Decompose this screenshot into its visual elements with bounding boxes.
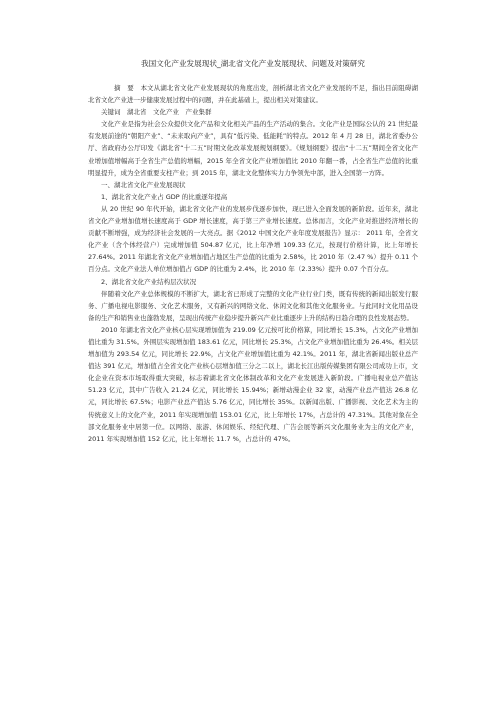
paragraph-structure: 伴随着文化产业总体规模的不断扩大，湖北省已形成了完整的文化产业行业门类，既有传统的新闻出版发行服务、广播电视电影服务、文化艺术服务，又有新兴的网络文化、休闲文化和其他文化服务业。与此同时文化用品设备的生产和销售业也蓬勃发展，呈现出传统产业稳步提升新兴产业比重逐步上升的结构日趋合理的良性发展态势。 xyxy=(88,289,418,322)
keywords-line: 关键词 湖北省 文化产业 产业集群 xyxy=(101,108,212,117)
intro-paragraph: 文化产业是指为社会公众提供文化产品和文化相关产品的生产活动的集合。文化产业是国际公认的 21 世纪最有发展前途的“朝阳产业”、“未来取向产业”，具有“低污染、低能耗”的特点。2012 年 4 月 28 日，湖北省委办公厅、省政府办公厅印发《湖北省“十二五”时期文化改革发展规划纲要》。《规划纲要》提出“十二五”期间全省文化产业增加值增幅高于全省生产总值的增幅，2015 年全省文化产业增加值比 2010 年翻一番，占全省生产总值的比重明显提升，成为全省重要支柱产业；到 2015 年，湖北文化整体实力力争领先中部，进入全国第一方阵。 xyxy=(88,120,418,177)
abstract-paragraph: 摘 要 本文从湖北省文化产业发展现状的角度出发，剖析湖北省文化产业发展的不足，指出目前阻碍湖北省文化产业进一步健康发展过程中的问题，并在此基础上，提出相关对策建议。 xyxy=(88,84,418,105)
paragraph-gdp-share: 从 20 世纪 90 年代开始，湖北省文化产业的发展步伐逐步加快，现已进入全面发展的新阶段。近年来，湖北省文化产业增加值增长速度高于 GDP 增长速度，高于第三产业增长速度。总体而言，文化产业对推进经济增长的贡献不断增强，成为经济社会发展的一大亮点。据《2012 中国文化产业年度发展报告》显示： 2011 年，全省文化产业（含个体经营户）完成增加值 504.87 亿元，比上年净增 109.33 亿元，按现行价格计算，比上年增长 27.64%。2011 年湖北省文化产业增加值占地区生产总值的比重为 2.58%，比 2010 年（2.47 %）提升 0.11 个百分点。文化产业法人单位增加值占 GDP 的比重为 2.4%，比 2010 年（2.33%）提升 0.07 个百分点。 xyxy=(88,204,418,274)
paragraph-statistics: 2010 年湖北省文化产业核心层实现增加值为 219.09 亿元按可比价格算，同比增长 15.3%，占文化产业增加值比重为 31.5%。外围层实现增加值 183.61 亿元，同比增长 25.3%，占文化产业增加值比重为 26.4%。相关层增加值为 293.54 亿元，同比增长 22.9%，占文化产业增加值比重为 42.1%。2011 年，湖北省新闻出版业总产值达 391 亿元，增加值占全省文化产业核心层增加值三分之二以上，湖北长江出版传媒集团有限公司成功上市，文化企业在资本市场取得重大突破，标志着湖北省文化体制改革和文化产业发展进入新阶段。广播电视业总产值达 51.23 亿元，其中广告收入 21.24 亿元，同比增长 15.94%；新增动漫企业 32 家，动漫产业总产值达 26.8 亿元，同比增长 67.5%；电影产业总产值达 5.76 亿元，同比增长 35%。以新闻出版、广播影视、文化艺术为主的传统意义上的文化产业，2011 年实现增加值 153.01 亿元，比上年增长 17%，占总计的 47.31%。其他对象在全部文化服务业中居第一位。以网络、旅游、休闲娱乐、经纪代理、广告会展等新兴文化服务业为主的文化产业，2011 年实现增加值 152 亿元，比上年增长 11.7 %，占总计的 47%。 xyxy=(88,325,418,443)
section-1-heading: 一、湖北省文化产业发展现状 xyxy=(101,180,186,189)
subsection-2-heading: 2、湖北省文化产业结构层次状况 xyxy=(101,277,197,286)
document-title: 我国文化产业发展现状_湖北省文化产业发展现状、问题及对策研究 xyxy=(140,59,365,68)
document-page xyxy=(88,58,418,445)
subsection-1-heading: 1、湖北省文化产业占 GDP 的比重逐年提高 xyxy=(101,192,228,201)
